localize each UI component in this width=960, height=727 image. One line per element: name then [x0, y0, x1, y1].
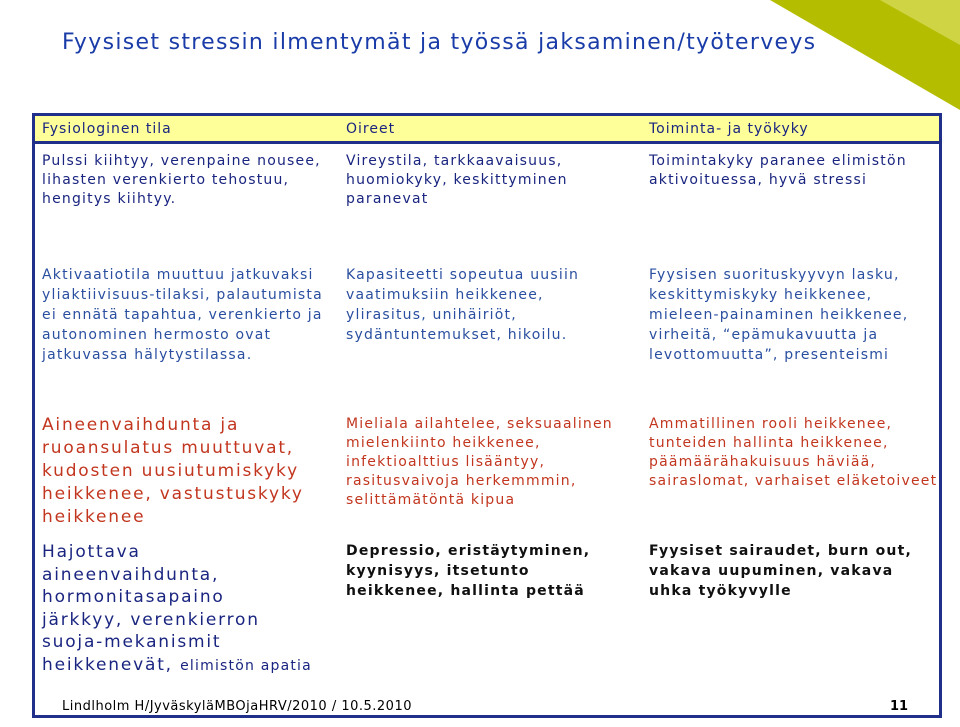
page-number: 11 — [890, 699, 909, 714]
row2-physiological: Aktivaatiotila muuttuu jatkuvaksi yliaktiivisuus-tilaksi, palautumista ei ennätä tapahtua, verenkierto ja autonominen hermosto ovat jatkuvassa hälytystilassa. — [42, 267, 323, 363]
row2-symptoms: Kapasiteetti sopeutua uusiin vaatimuksiin heikkenee, ylirasitus, unihäiriöt, sydäntuntemukset, hikoilu. — [346, 267, 580, 343]
row3-physiological: Aineenvaihdunta ja ruoansulatus muuttuvat, kudosten uusiutumiskyky heikkenee, vastustuskyky heikkenee — [42, 415, 304, 527]
header-physiological-state: Fysiologinen tila — [42, 121, 172, 137]
header-work-ability: Toiminta- ja työkyky — [649, 121, 809, 137]
slide-title: Fyysiset stressin ilmentymät ja työssä jaksaminen/työterveys — [62, 30, 817, 55]
row3-work-ability: Ammatillinen rooli heikkenee, tunteiden hallinta heikkenee, päämäärähakuisuus häviää, sairaslomat, varhaiset eläketoiveet — [649, 416, 938, 489]
row4-physiological-small: elimistön apatia — [180, 657, 312, 674]
row4-physiological-main: Hajottava aineenvaihdunta, hormonitasapaino järkkyy, verenkierron suoja-mekanismit heikkenevät, — [42, 542, 260, 675]
footer-source: Lindlholm H/JyväskyläMBOjaHRV/2010 / 10.5.2010 — [62, 699, 412, 714]
row1-symptoms: Vireystila, tarkkaavaisuus, huomiokyky, keskittyminen paranevat — [346, 153, 568, 207]
row3-symptoms: Mieliala ailahtelee, seksuaalinen mielenkiinto heikkenee, infektioalttius lisääntyy, rasitusvaivoja herkemmmin, selittämätöntä kipua — [346, 416, 613, 508]
row1-physiological: Pulssi kiihtyy, verenpaine nousee, lihasten verenkierto tehostuu, hengitys kiihtyy. — [42, 153, 321, 207]
row4-symptoms: Depressio, eristäytyminen, kyynisyys, itsetunto heikkenee, hallinta pettää — [346, 543, 591, 599]
row2-work-ability: Fyysisen suorituskyyvyn lasku, keskittymiskyky heikkenee, mieleen-painaminen heikkenee, virheitä, “epämukavuutta ja levottomuutta”, presenteismi — [649, 267, 909, 363]
stress-table — [32, 113, 942, 718]
row1-work-ability: Toimintakyky paranee elimistön aktivoituessa, hyvä stressi — [649, 153, 907, 188]
row4-physiological — [42, 541, 312, 677]
row4-work-ability: Fyysiset sairaudet, burn out, vakava uupuminen, vakava uhka työkyvylle — [649, 543, 913, 599]
header-symptoms: Oireet — [346, 121, 396, 137]
